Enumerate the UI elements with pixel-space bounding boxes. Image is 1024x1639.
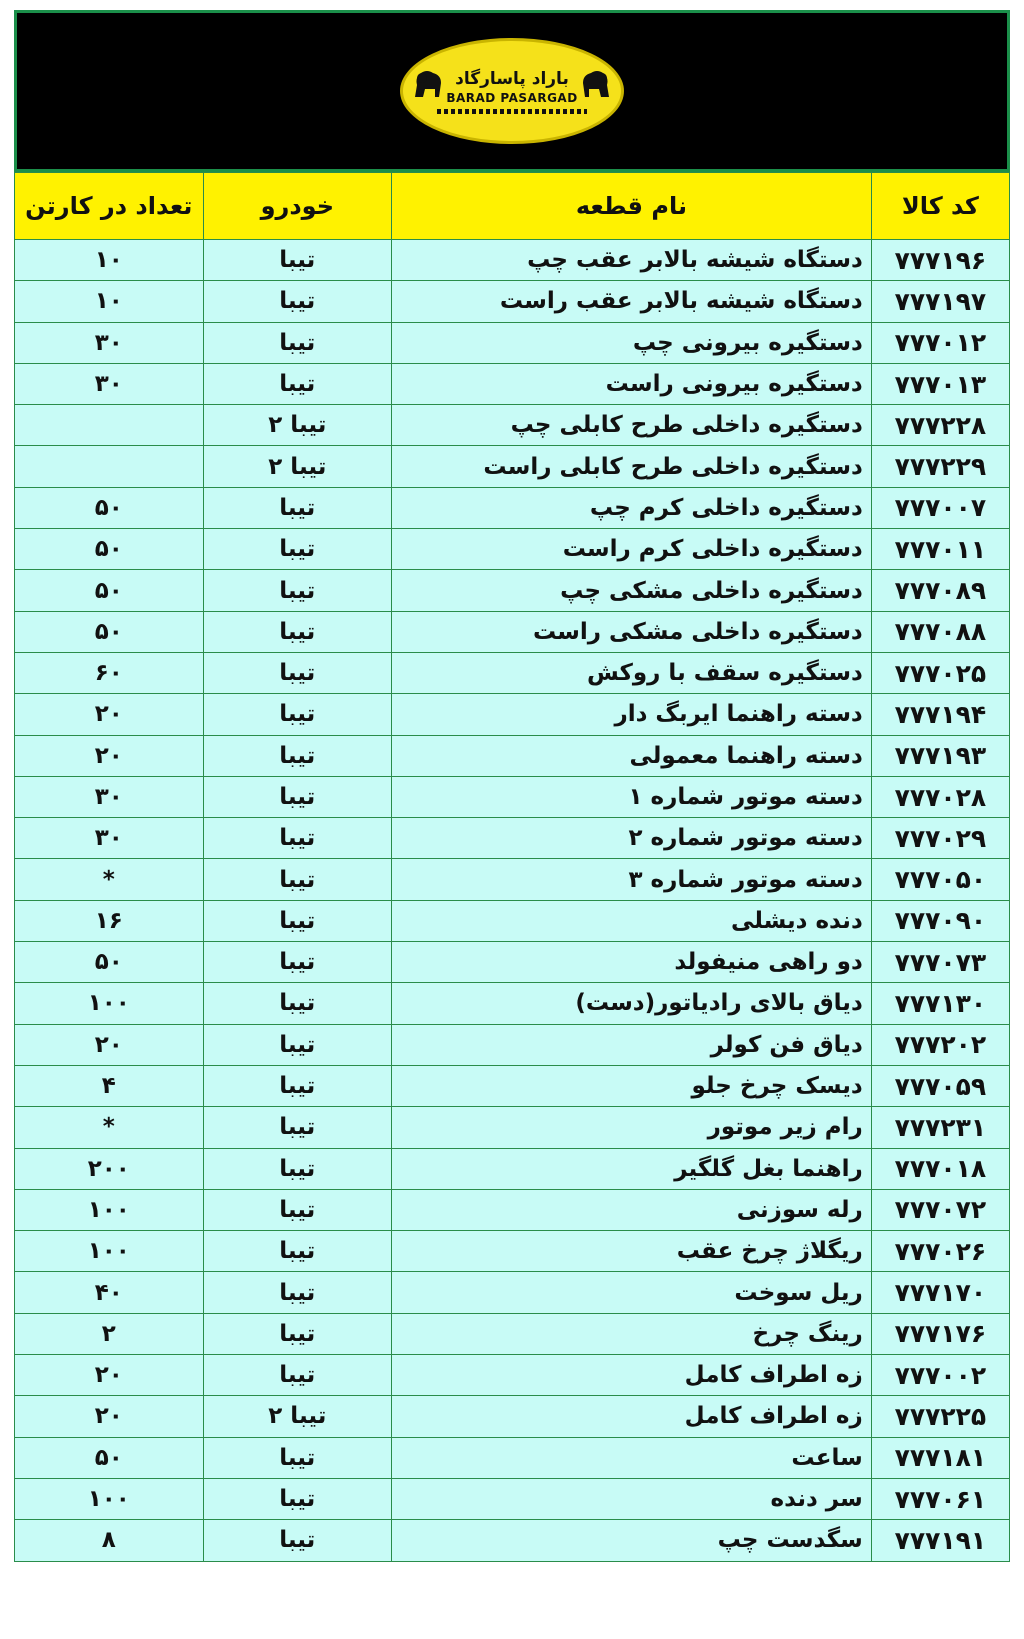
cell-name: دو راهی منیفولد [392, 942, 872, 983]
cell-car: تیبا [203, 942, 392, 983]
cell-car: تیبا [203, 1107, 392, 1148]
header-banner [14, 10, 1010, 172]
cell-car: تیبا [203, 1189, 392, 1230]
table-row [15, 529, 1010, 570]
cell-name: دسته راهنما معمولی [392, 735, 872, 776]
table-row [15, 1024, 1010, 1065]
cell-car: تیبا [203, 570, 392, 611]
table-row [15, 942, 1010, 983]
cell-code: ۷۷۷۲۰۲ [871, 1024, 1009, 1065]
cell-qty: ۵۰ [15, 487, 204, 528]
cell-code: ۷۷۷۰۸۸ [871, 611, 1009, 652]
cell-qty: ۱۰۰ [15, 1189, 204, 1230]
cell-code: ۷۷۷۰۰۲ [871, 1355, 1009, 1396]
cell-car: تیبا [203, 818, 392, 859]
table-header-row [15, 173, 1010, 240]
header-car: خودرو [203, 173, 392, 240]
table-row [15, 322, 1010, 363]
cell-car: تیبا [203, 281, 392, 322]
cell-code: ۷۷۷۰۱۳ [871, 363, 1009, 404]
cell-name: دسته موتور شماره ۲ [392, 818, 872, 859]
table-row [15, 983, 1010, 1024]
cell-qty: ۳۰ [15, 322, 204, 363]
cell-qty: ۱۰۰ [15, 983, 204, 1024]
table-row [15, 1396, 1010, 1437]
table-row [15, 735, 1010, 776]
cell-car: تیبا [203, 611, 392, 652]
table-row [15, 1189, 1010, 1230]
cell-qty: ۶۰ [15, 652, 204, 693]
cell-code: ۷۷۷۲۲۸ [871, 405, 1009, 446]
cell-car: تیبا ۲ [203, 405, 392, 446]
cell-code: ۷۷۷۰۱۸ [871, 1148, 1009, 1189]
table-row [15, 611, 1010, 652]
cell-name: دستگیره داخلی مشکی چپ [392, 570, 872, 611]
table-row [15, 446, 1010, 487]
cell-code: ۷۷۷۲۲۹ [871, 446, 1009, 487]
cell-code: ۷۷۷۱۹۷ [871, 281, 1009, 322]
lion-icon [579, 67, 613, 99]
table-row [15, 859, 1010, 900]
cell-code: ۷۷۷۰۱۲ [871, 322, 1009, 363]
cell-qty: ۲۰ [15, 1396, 204, 1437]
cell-qty: ۱۰ [15, 281, 204, 322]
table-row [15, 1231, 1010, 1272]
cell-name: دسته موتور شماره ۳ [392, 859, 872, 900]
cell-car: تیبا ۲ [203, 1396, 392, 1437]
cell-code: ۷۷۷۰۹۰ [871, 900, 1009, 941]
cell-car: تیبا [203, 983, 392, 1024]
table-row [15, 1148, 1010, 1189]
cell-car: تیبا [203, 1148, 392, 1189]
cell-name: دستگیره داخلی طرح کابلی راست [392, 446, 872, 487]
cell-code: ۷۷۷۱۸۱ [871, 1437, 1009, 1478]
table-row [15, 818, 1010, 859]
cell-code: ۷۷۷۰۲۵ [871, 652, 1009, 693]
cell-car: تیبا [203, 859, 392, 900]
cell-qty: ۱۰۰ [15, 1231, 204, 1272]
logo-text-fa: باراد پاسارگاد [455, 68, 569, 89]
cell-name: زه اطراف کامل [392, 1355, 872, 1396]
cell-name: دسته موتور شماره ۱ [392, 776, 872, 817]
cell-name: دیاق بالای رادیاتور(دست) [392, 983, 872, 1024]
cell-qty: ۲۰ [15, 694, 204, 735]
cell-code: ۷۷۷۰۵۹ [871, 1065, 1009, 1106]
cell-car: تیبا [203, 900, 392, 941]
cell-name: دستگیره بیرونی چپ [392, 322, 872, 363]
cell-name: رینگ چرخ [392, 1313, 872, 1354]
cell-code: ۷۷۷۰۲۶ [871, 1231, 1009, 1272]
cell-car: تیبا [203, 1437, 392, 1478]
cell-name: دستگیره داخلی طرح کابلی چپ [392, 405, 872, 446]
table-row [15, 900, 1010, 941]
parts-table [14, 172, 1010, 1562]
cell-qty: ۴۰ [15, 1272, 204, 1313]
cell-car: تیبا [203, 1231, 392, 1272]
cell-car: تیبا [203, 1065, 392, 1106]
cell-qty: ۲۰ [15, 1024, 204, 1065]
cell-code: ۷۷۷۱۹۶ [871, 240, 1009, 281]
cell-name: ریل سوخت [392, 1272, 872, 1313]
cell-code: ۷۷۷۰۸۹ [871, 570, 1009, 611]
cell-car: تیبا [203, 240, 392, 281]
table-row [15, 240, 1010, 281]
cell-name: زه اطراف کامل [392, 1396, 872, 1437]
table-row [15, 1478, 1010, 1519]
cell-qty: * [15, 859, 204, 900]
cell-car: تیبا [203, 694, 392, 735]
cell-qty: ۲۰ [15, 1355, 204, 1396]
cell-code: ۷۷۷۱۷۶ [871, 1313, 1009, 1354]
table-row [15, 776, 1010, 817]
cell-code: ۷۷۷۰۰۷ [871, 487, 1009, 528]
cell-car: تیبا ۲ [203, 446, 392, 487]
cell-code: ۷۷۷۱۳۰ [871, 983, 1009, 1024]
cell-qty: ۵۰ [15, 942, 204, 983]
cell-qty: ۱۰۰ [15, 1478, 204, 1519]
brand-logo [400, 38, 624, 144]
cell-name: سر دنده [392, 1478, 872, 1519]
header-qty: تعداد در کارتن [15, 173, 204, 240]
cell-name: راهنما بغل گلگیر [392, 1148, 872, 1189]
cell-car: تیبا [203, 1478, 392, 1519]
cell-qty: ۵۰ [15, 1437, 204, 1478]
cell-qty: ۱۶ [15, 900, 204, 941]
cell-car: تیبا [203, 1024, 392, 1065]
cell-car: تیبا [203, 1313, 392, 1354]
header-code: کد کالا [871, 173, 1009, 240]
cell-car: تیبا [203, 363, 392, 404]
cell-code: ۷۷۷۰۷۲ [871, 1189, 1009, 1230]
table-row [15, 1355, 1010, 1396]
cell-name: دستگیره سقف با روکش [392, 652, 872, 693]
cell-name: دستگیره داخلی کرم چپ [392, 487, 872, 528]
header-name: نام قطعه [392, 173, 872, 240]
table-row [15, 1520, 1010, 1561]
cell-code: ۷۷۷۰۷۳ [871, 942, 1009, 983]
cell-qty: ۵۰ [15, 529, 204, 570]
table-row [15, 1437, 1010, 1478]
cell-qty: ۳۰ [15, 776, 204, 817]
table-row [15, 694, 1010, 735]
lion-icon [411, 67, 445, 99]
cell-qty: ۳۰ [15, 363, 204, 404]
price-list-sheet [14, 10, 1010, 1562]
cell-qty: ۲ [15, 1313, 204, 1354]
cell-name: دستگاه شیشه بالابر عقب راست [392, 281, 872, 322]
logo-text-en: BARAD PASARGAD [446, 90, 578, 105]
cell-qty [15, 446, 204, 487]
table-row [15, 405, 1010, 446]
table-row [15, 487, 1010, 528]
table-body [15, 240, 1010, 1562]
cell-qty: ۸ [15, 1520, 204, 1561]
cell-code: ۷۷۷۱۹۱ [871, 1520, 1009, 1561]
cell-code: ۷۷۷۱۹۴ [871, 694, 1009, 735]
table-row [15, 1272, 1010, 1313]
cell-name: دستگاه شیشه بالابر عقب چپ [392, 240, 872, 281]
cell-name: دسته راهنما ایربگ دار [392, 694, 872, 735]
cell-car: تیبا [203, 776, 392, 817]
cell-name: رام زیر موتور [392, 1107, 872, 1148]
cell-code: ۷۷۷۰۲۸ [871, 776, 1009, 817]
cell-name: سگدست چپ [392, 1520, 872, 1561]
cell-code: ۷۷۷۰۵۰ [871, 859, 1009, 900]
cell-name: دستگیره داخلی مشکی راست [392, 611, 872, 652]
cell-name: ساعت [392, 1437, 872, 1478]
cell-code: ۷۷۷۲۲۵ [871, 1396, 1009, 1437]
cell-code: ۷۷۷۰۶۱ [871, 1478, 1009, 1519]
cell-name: دستگیره بیرونی راست [392, 363, 872, 404]
cell-qty: ۵۰ [15, 570, 204, 611]
cell-name: دنده دیشلی [392, 900, 872, 941]
cell-qty [15, 405, 204, 446]
cell-car: تیبا [203, 1520, 392, 1561]
cell-car: تیبا [203, 529, 392, 570]
table-row [15, 1107, 1010, 1148]
cell-qty: ۴ [15, 1065, 204, 1106]
cell-qty: * [15, 1107, 204, 1148]
cell-name: دیسک چرخ جلو [392, 1065, 872, 1106]
table-row [15, 1313, 1010, 1354]
table-row [15, 652, 1010, 693]
cell-name: دستگیره داخلی کرم راست [392, 529, 872, 570]
cell-car: تیبا [203, 322, 392, 363]
table-row [15, 570, 1010, 611]
cell-code: ۷۷۷۱۹۳ [871, 735, 1009, 776]
cell-code: ۷۷۷۲۳۱ [871, 1107, 1009, 1148]
cell-car: تیبا [203, 487, 392, 528]
cell-name: ریگلاژ چرخ عقب [392, 1231, 872, 1272]
cell-qty: ۱۰ [15, 240, 204, 281]
table-row [15, 281, 1010, 322]
cell-code: ۷۷۷۰۲۹ [871, 818, 1009, 859]
cell-code: ۷۷۷۰۱۱ [871, 529, 1009, 570]
cell-qty: ۲۰۰ [15, 1148, 204, 1189]
cell-code: ۷۷۷۱۷۰ [871, 1272, 1009, 1313]
cell-car: تیبا [203, 735, 392, 776]
cell-qty: ۲۰ [15, 735, 204, 776]
cell-qty: ۳۰ [15, 818, 204, 859]
cell-car: تیبا [203, 1272, 392, 1313]
cell-car: تیبا [203, 1355, 392, 1396]
cell-qty: ۵۰ [15, 611, 204, 652]
cell-name: دیاق فن کولر [392, 1024, 872, 1065]
logo-ornament [437, 109, 587, 114]
cell-car: تیبا [203, 652, 392, 693]
table-row [15, 363, 1010, 404]
table-row [15, 1065, 1010, 1106]
cell-name: رله سوزنی [392, 1189, 872, 1230]
